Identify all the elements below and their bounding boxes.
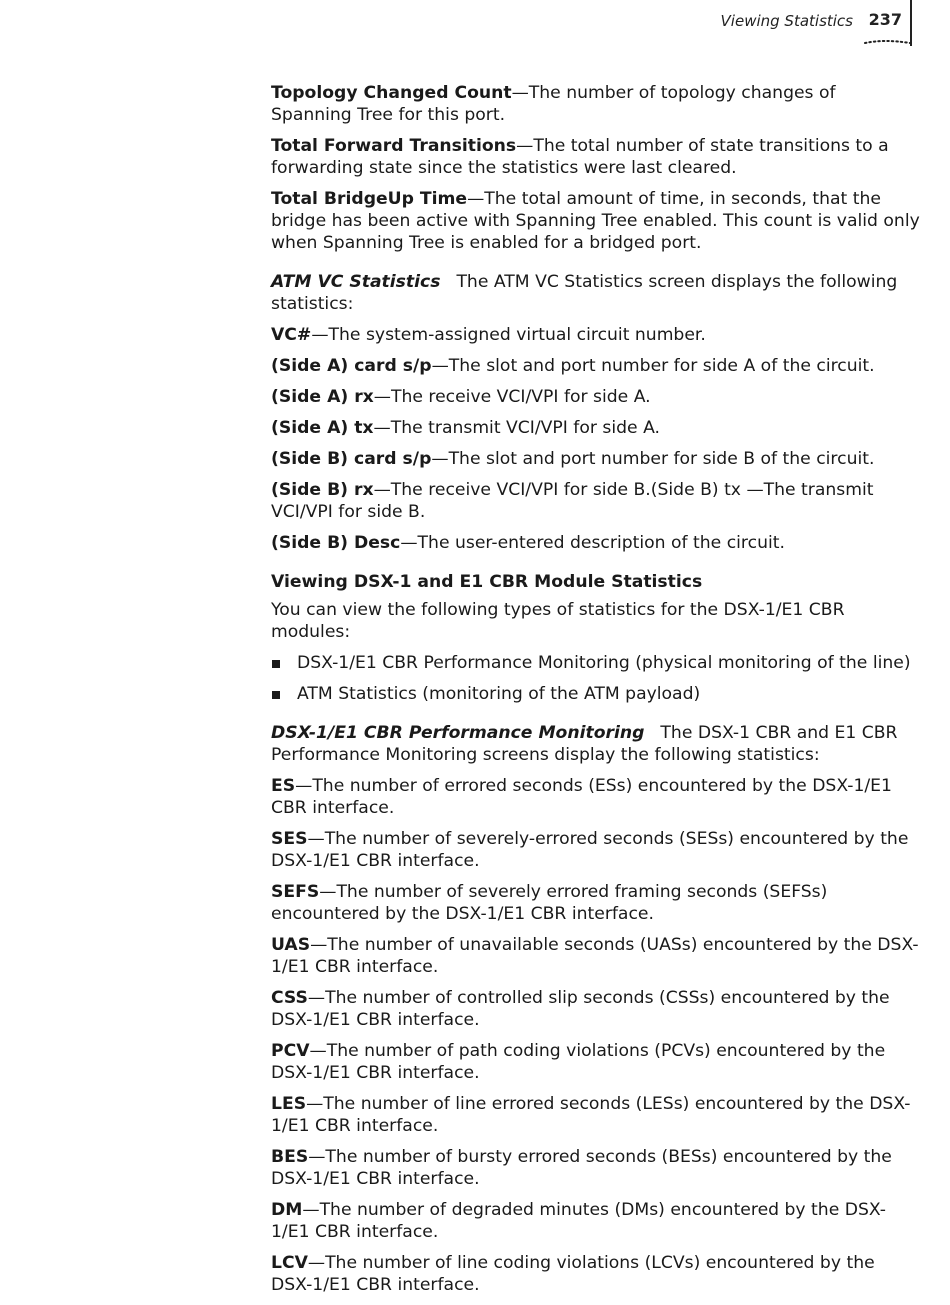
definition-term: Topology Changed Count [271,83,512,103]
page-header [0,0,950,60]
definition-desc: —The slot and port number for side B of the circuit. [431,449,875,469]
definition-term: VC# [271,325,312,345]
bullet-list [271,652,921,705]
definition-desc: —The total number of state transitions to a forwarding state since the statistics were last cleared. [271,136,889,178]
definition-desc: —The receive VCI/VPI for side B.(Side B) tx —The transmit VCI/VPI for side B. [271,480,874,522]
definition-item [271,417,921,439]
atm-vc-heading: ATM VC Statistics [271,272,441,292]
definition-term: CSS [271,988,308,1008]
definition-item [271,987,921,1031]
definition-term: BES [271,1147,309,1167]
definition-term: PCV [271,1041,310,1061]
section-heading: Viewing DSX-1 and E1 CBR Module Statistics [271,572,703,592]
definition-desc: —The number of unavailable seconds (UASs) encountered by the DSX-1/E1 CBR interface. [271,935,919,977]
definition-desc: —The number of severely-errored seconds (SESs) encountered by the DSX-1/E1 CBR interface. [271,829,909,871]
perf-mon-intro [271,722,921,766]
definition-term: SES [271,829,308,849]
definition-desc: —The number of severely errored framing seconds (SEFSs) encountered by the DSX-1/E1 CBR interface. [271,882,828,924]
definition-item [271,82,921,126]
definition-item [271,828,921,872]
bullet-square-icon [272,691,280,699]
page-body [271,82,921,1305]
definition-item [271,324,921,346]
section-intro: You can view the following types of statistics for the DSX-1/E1 CBR modules: [271,600,845,642]
definition-term: LCV [271,1253,308,1273]
definition-desc: —The user-entered description of the circuit. [400,533,785,553]
definition-desc: —The number of bursty errored seconds (BESs) encountered by the DSX-1/E1 CBR interface. [271,1147,892,1189]
definition-desc: —The number of degraded minutes (DMs) encountered by the DSX-1/E1 CBR interface. [271,1200,886,1242]
perf-mon-intro-text: The DSX-1 CBR and E1 CBR Performance Monitoring screens display the following statistics: [271,723,898,765]
definition-term: Total BridgeUp Time [271,189,468,209]
definition-term: (Side B) rx [271,480,374,500]
definition-term: ES [271,776,296,796]
definition-item [271,479,921,523]
bullet-item [271,683,921,705]
definition-desc: —The system-assigned virtual circuit number. [311,325,706,345]
bullet-item [271,652,921,674]
bullet-text: ATM Statistics (monitoring of the ATM payload) [297,684,701,704]
definition-desc: —The number of line errored seconds (LESs) encountered by the DSX-1/E1 CBR interface. [271,1094,911,1136]
definition-item [271,934,921,978]
definition-desc: —The number of topology changes of Spanning Tree for this port. [271,83,836,125]
definition-term: LES [271,1094,307,1114]
page-number: 237 [868,10,902,29]
definition-desc: —The slot and port number for side A of the circuit. [431,356,875,376]
definition-desc: —The number of controlled slip seconds (CSSs) encountered by the DSX-1/E1 CBR interface. [271,988,890,1030]
definition-term: UAS [271,935,311,955]
definition-item [271,1252,921,1296]
definition-item [271,188,921,254]
definition-term: (Side B) Desc [271,533,401,553]
definition-term: (Side B) card s/p [271,449,432,469]
definition-term: (Side A) tx [271,418,374,438]
definition-term: Total Forward Transitions [271,136,517,156]
definition-item [271,775,921,819]
definition-desc: —The receive VCI/VPI for side A. [373,387,651,407]
definition-desc: —The number of path coding violations (PCVs) encountered by the DSX-1/E1 CBR interface. [271,1041,886,1083]
definition-desc: —The total amount of time, in seconds, that the bridge has been active with Spanning Tree enabled. This count is valid only when Spanning Tree is enabled for a bridged port. [271,189,920,253]
atm-vc-intro-text: The ATM VC Statistics screen displays the following statistics: [271,272,898,314]
definition-item [271,532,921,554]
definition-item [271,135,921,179]
definition-desc: —The number of errored seconds (ESs) encountered by the DSX-1/E1 CBR interface. [271,776,892,818]
definition-term: SEFS [271,882,320,902]
header-dotted-curve [864,37,912,47]
bullet-text: DSX-1/E1 CBR Performance Monitoring (physical monitoring of the line) [297,653,911,673]
definition-item [271,448,921,470]
bullet-square-icon [272,660,280,668]
definition-term: (Side A) card s/p [271,356,432,376]
definition-item [271,1199,921,1243]
definition-term: (Side A) rx [271,387,374,407]
definition-item [271,386,921,408]
definition-term: DM [271,1200,303,1220]
definition-desc: —The transmit VCI/VPI for side A. [373,418,661,438]
atm-vc-intro [271,271,921,315]
definition-item [271,355,921,377]
definition-desc: —The number of line coding violations (LCVs) encountered by the DSX-1/E1 CBR interface. [271,1253,875,1295]
running-header-title: Viewing Statistics [720,12,853,30]
definition-item [271,1040,921,1084]
definition-item [271,1093,921,1137]
definition-item [271,1146,921,1190]
definition-item [271,881,921,925]
perf-mon-heading: DSX-1/E1 CBR Performance Monitoring [271,723,645,743]
